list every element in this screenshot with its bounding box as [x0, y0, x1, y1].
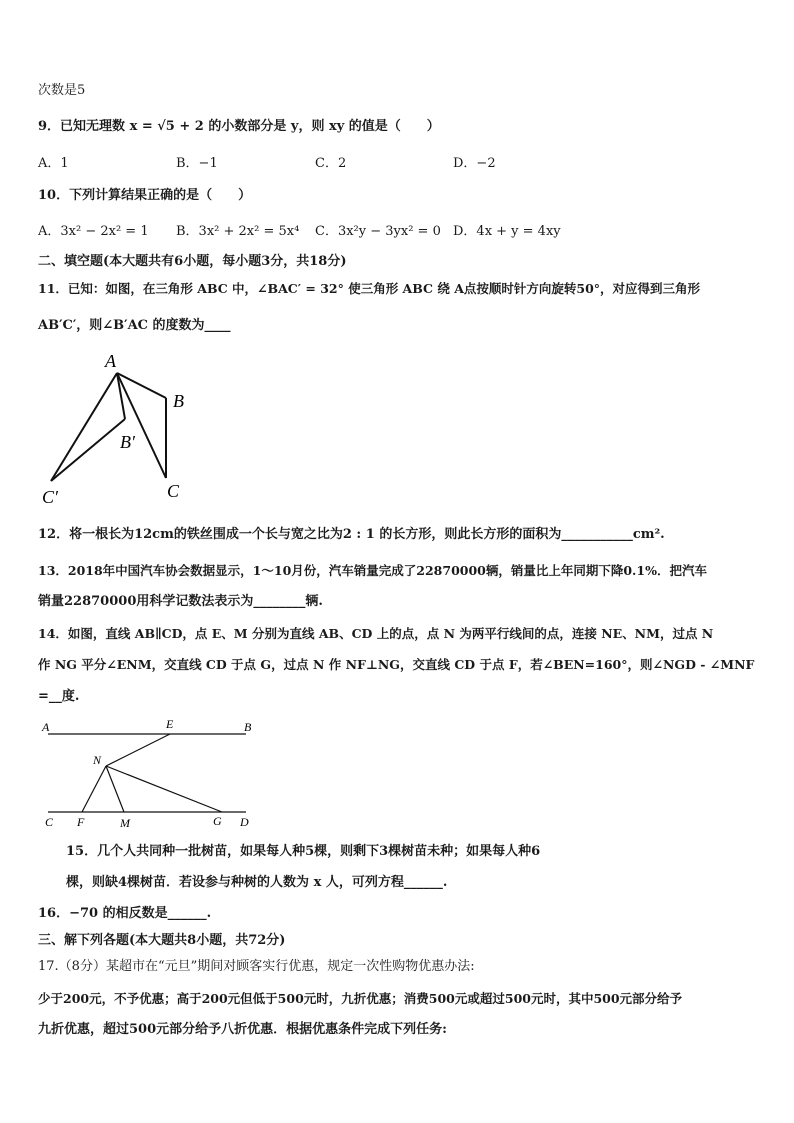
section-3-heading: 三、解下列各题(本大题共8小题，共72分)	[38, 933, 286, 948]
q9-stem: 9．已知无理数 x = √5 + 2 的小数部分是 y，则 xy 的值是（ ）	[38, 119, 440, 134]
q13-line2: 销量22870000用科学记数法表示为________辆.	[38, 594, 323, 609]
q10-option-c: C．3x²y − 3yx² = 0	[315, 224, 441, 239]
q12-text: 12．将一根长为12cm的铁丝围成一个长与宽之比为2 : 1 的长方形，则此长方形的面积为___________cm².	[38, 527, 665, 542]
segment-ne	[106, 734, 170, 766]
q15-line1: 15．几个人共同种一批树苗，如果每人种5棵，则剩下3棵树苗未种；如果每人种6	[66, 844, 541, 859]
q14-line2: 作 NG 平分∠ENM，交直线 CD 于点 G，过点 N 作 NF⊥NG，交直线 CD 于点 F，若∠BEN=160°，则∠NGD - ∠MNF	[38, 657, 755, 672]
q10-option-a: A．3x² − 2x² = 1	[38, 224, 149, 239]
q16-text: 16．−70 的相反数是______.	[38, 906, 212, 921]
label-d: D	[240, 815, 249, 829]
label-b: B	[244, 720, 252, 734]
label-b: B	[173, 391, 184, 411]
label-c: C	[167, 481, 180, 501]
q14-parallel-lines-figure	[36, 715, 266, 830]
q17-line3: 九折优惠，超过500元部分给予八折优惠．根据优惠条件完成下列任务:	[38, 1022, 447, 1037]
q11-line1: 11．已知：如图，在三角形 ABC 中，∠BAC′ = 32° 使三角形 ABC 绕 A点按顺时针方向旋转50°，对应得到三角形	[38, 281, 701, 296]
q10-option-b: B．3x² + 2x² = 5x⁴	[176, 224, 300, 239]
q11-triangle-figure	[30, 345, 230, 510]
q13-line1: 13．2018年中国汽车协会数据显示，1～10月份，汽车销量完成了22870000辆，销量比上年同期下降0.1%．把汽车	[38, 563, 707, 578]
q9-option-a: A．1	[38, 156, 69, 171]
q10-option-d: D．4x + y = 4xy	[453, 224, 561, 239]
label-c: C	[45, 815, 54, 829]
q9-option-d: D．−2	[453, 156, 496, 171]
segment-ab	[117, 373, 166, 398]
segment-ng	[106, 766, 222, 812]
q9-option-b: B．−1	[176, 156, 218, 171]
q17-line2: 少于200元，不予优惠；高于200元但低于500元时，九折优惠；消费500元或超过500元时，其中500元部分给予	[38, 991, 683, 1006]
segment-c-prime-b-prime	[51, 419, 125, 481]
label-b-prime: B′	[120, 432, 135, 452]
q11-line2: AB′C′，则∠B′AC 的度数为____	[38, 318, 231, 333]
q14-line1: 14．如图，直线 AB∥CD，点 E、M 分别为直线 AB、CD 上的点，点 N 为两平行线间的点，连接 NE、NM，过点 N	[38, 626, 714, 641]
label-a: A	[105, 351, 116, 371]
label-f: F	[77, 815, 85, 829]
segment-nm	[106, 766, 124, 812]
q8-tail: 次数是5	[38, 83, 86, 98]
q9-option-c: C．2	[315, 156, 347, 171]
q17-line1: 17.（8分）某超市在“元旦”期间对顾客实行优惠，规定一次性购物优惠办法:	[38, 959, 475, 974]
label-n: N	[93, 753, 102, 767]
label-a: A	[42, 720, 50, 734]
label-g: G	[213, 814, 222, 828]
segment-ac-prime	[51, 373, 117, 481]
segment-nf	[82, 766, 106, 812]
q15-line2: 棵，则缺4棵树苗．若设参与种树的人数为 x 人，可列方程______.	[66, 875, 448, 890]
label-c-prime: C′	[42, 487, 58, 507]
q10-stem: 10．下列计算结果正确的是（ ）	[38, 188, 252, 203]
label-m: M	[120, 816, 130, 830]
label-e: E	[166, 717, 174, 731]
section-2-heading: 二、填空题(本大题共有6小题，每小题3分，共18分)	[38, 254, 347, 269]
q14-line3: =__度.	[38, 689, 80, 704]
segment-ac	[117, 373, 166, 478]
